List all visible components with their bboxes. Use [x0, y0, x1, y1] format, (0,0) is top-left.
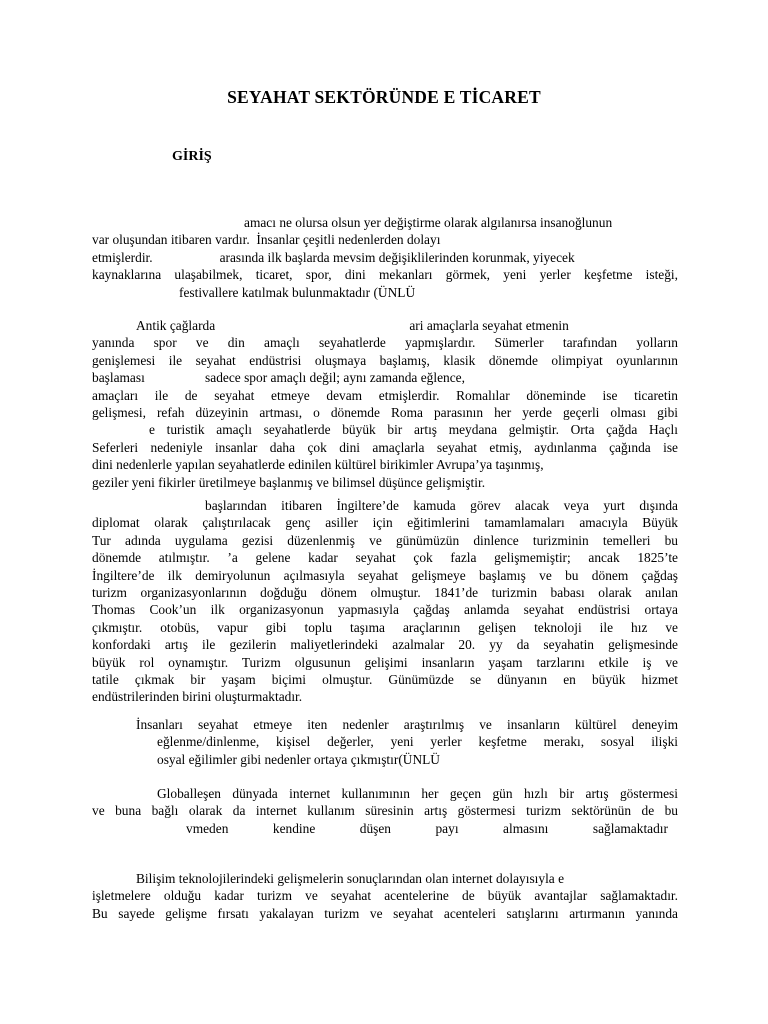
text-line: dini nedenlerle yapılan seyahatlerde edinilen kültürel birikimler Avrupa’ya taşınmış, — [92, 457, 544, 473]
text-line: tatile çıkmak bir yaşam biçimi olmuştur. Günümüzde se dünyanın en büyük hizmet — [92, 671, 678, 687]
text-line: İngiltere’de ilk demiryolunun açılmasıyla seyahat gelişmeye başlamış ve bu dönem çağdaş — [92, 567, 678, 583]
text-line: ve buna bağlı olarak da internet kullanım süresinin artış göstermesi turizm sektörünün de bu — [92, 803, 678, 819]
text-line: konfordaki artış ile gezilerin maliyetlerindeki azalmalar 20. yy da seyahatin gelişmesinde — [92, 637, 678, 653]
text-line: amaçları ile de seyahat etmeye devam etmişlerdir. Romalılar döneminde ise ticaretin — [92, 387, 678, 403]
text-line: İnsanları seyahat etmeye iten nedenler araştırılmış ve insanların kültürel deneyim — [136, 717, 678, 732]
text-line: vmeden kendine düşen payı almasını sağlamaktadır — [186, 820, 668, 836]
text-line: osyal eğilimler gibi nedenler ortaya çıkmıştır(ÜNLÜ — [157, 751, 440, 767]
text-line: çıkmıştır. otobüs, vapur gibi toplu taşıma araçlarının gelişen teknoloji ile hız ve — [92, 619, 678, 635]
text-line: gelişmesi, refah düzeyinin artması, o dönemde Roma parasının her yerde geçerli olması gibi — [92, 404, 678, 420]
section-heading: GİRİŞ — [172, 149, 212, 164]
text-line: etmişlerdir. arasında ilk başlarda mevsim değişiklilerinden korunmak, yiyecek — [92, 249, 575, 265]
text-line: diplomat olarak çalıştırılacak genç asiller için eğitimlerini tamamlamaları amacıyla Büyük — [92, 515, 678, 531]
text-line: festivallere katılmak bulunmaktadır (ÜNLÜ — [179, 284, 416, 300]
text-line: başlarından itibaren İngiltere’de kamuda görev alacak veya yurt dışında — [205, 498, 678, 513]
text-line: Bu sayede gelişme fırsatı yakalayan turizm ve seyahat acenteleri satışlarını artırmanın yanında — [92, 905, 678, 921]
text-line: endüstrilerinden birini oluşturmaktadır. — [92, 689, 303, 705]
text-line: Antik çağlarda ari amaçlarla seyahat etmenin — [136, 318, 569, 333]
paragraph-5 — [92, 785, 678, 837]
text-line: genişlemesi ile seyahat endüstrisi oluşmaya başlamış, klasik dönemde olimpiyat oyunlarının — [92, 352, 678, 368]
paragraph-4 — [92, 716, 678, 768]
text-line: Globalleşen dünyada internet kullanımının her geçen gün hızlı bir artış göstermesi — [157, 786, 678, 801]
text-line: başlaması sadece spor amaçlı değil; aynı zamanda eğlence, — [92, 370, 465, 386]
text-line: Thomas Cook’un ilk organizasyonun yapmasıyla çağdaş anlamda seyahat endüstrisi ortaya — [92, 602, 678, 618]
text-line: Tur adında uygulama gezisi düzenlenmiş ve günümüzün dinlence turizminin temelleri bu — [92, 532, 678, 548]
text-line: var oluşundan itibaren vardır. İnsanlar çeşitli nedenlerden dolayı — [92, 232, 441, 248]
paragraph-3 — [92, 497, 678, 706]
text-line: geziler yeni fikirler üretilmeye başlanmış ve bilimsel düşünce gelişmiştir. — [92, 474, 486, 490]
text-line: yanında spor ve din amaçlı seyahatlerde yapmışlardır. Sümerler tarafından yolların — [92, 335, 678, 351]
text-line: Bilişim teknolojilerindeki gelişmelerin sonuçlarından olan internet dolayısıyla e — [136, 871, 565, 886]
text-line: dönemde atılmıştır. ’a gelene kadar seyahat çok fazla gelişmemiştir; ancak 1825’te — [92, 550, 678, 566]
text-line: Seferleri nedeniyle insanlar daha çok dini amaçlarla seyahat etmiş, aydınlanma çağında ise — [92, 439, 678, 455]
text-line: işletmelere olduğu kadar turizm ve seyahat acentelerine de büyük avantajlar sağlamaktadır. — [92, 888, 678, 904]
paragraph-6 — [92, 870, 678, 922]
text-line: amacı ne olursa olsun yer değiştirme olarak algılanırsa insanoğlunun — [244, 215, 613, 230]
paragraph-2 — [92, 317, 678, 491]
text-line: kaynaklarına ulaşabilmek, ticaret, spor, dini mekanları görmek, yeni yerler keşfetme isteği, — [92, 267, 678, 283]
text-line: büyük rol oynamıştır. Turizm olgusunun gelişimi insanların yaşam tarzlarını etkile iş ve — [92, 654, 678, 670]
text-line: turizm organizasyonlarının doğduğu dönem olmuştur. 1841’de turizmin babası olarak anılan — [92, 584, 678, 600]
paragraph-1 — [92, 214, 678, 301]
document-title: SEYAHAT SEKTÖRÜNDE E TİCARET — [227, 87, 541, 107]
text-line: eğlenme/dinlenme, kişisel değerler, yeni yerler keşfetme merakı, sosyal ilişki — [157, 734, 678, 750]
text-line: e turistik amaçlı seyahatlerde büyük bir artış meydana gelmiştir. Orta çağda Haçlı — [149, 422, 678, 438]
